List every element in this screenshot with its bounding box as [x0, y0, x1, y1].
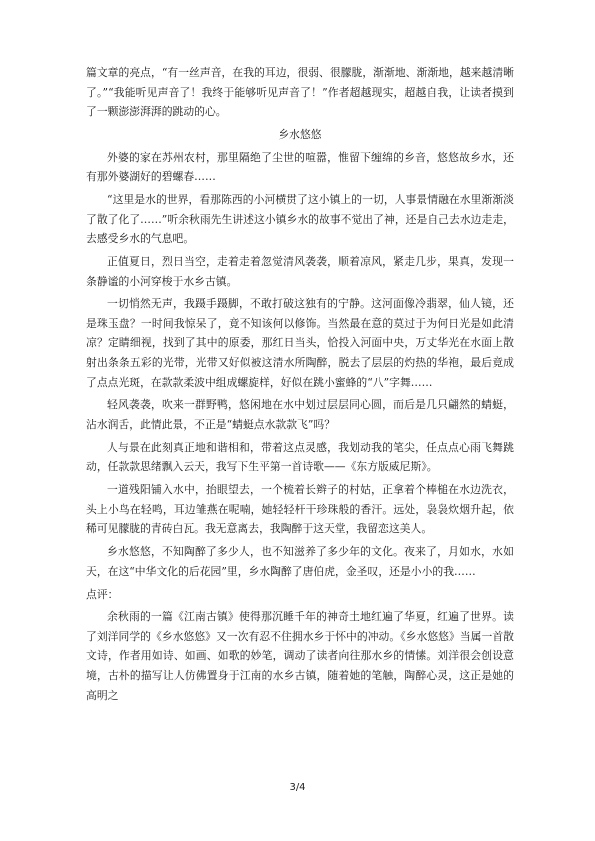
body-paragraph: 一道残阳铺入水中，抬眼望去，一个梳着长辫子的村姑，正拿着个棒槌在水边洗衣，头上小鸟在轻鸣，耳边雏燕在呢喃，她轻轻杆干珍珠般的香汗。远处，袅袅炊烟升起，依稀可见朦胧的青砖白瓦。我无意离去，我陶醉于这天堂，我留恋这美人。: [86, 483, 514, 536]
body-paragraph: 正值夏日，烈日当空，走着走着忽觉清风袭袭，顺着凉风，紧走几步，果真，发现一条静谧的小河穿梭于水乡古镇。: [86, 254, 514, 288]
body-paragraph: 一切悄然无声，我蹑手蹑脚，不敢打破这独有的宁静。这河面像冷翡翠，仙人镜，还是珠玉盘？一时间我惊呆了，竟不知该何以修饰。当然最在意的莫过于为何日光是如此清凉？定睛细视，找到了其中的原委，那红日当头，恰投入河面中央，万丈华光在水面上散射出条条五彩的光带，光带又好似被这清水所陶醉，脱去了层层的灼热的华袍，最后竟成了点点光斑，在款款柔波中组成螺旋样，好似在跳小蜜蜂的“八”字舞……: [86, 297, 514, 389]
body-paragraph: 轻风袭袭，吹来一群野鸭，悠闲地在水中划过层层同心圆，而后是几只翩然的蜻蜓，沾水润舌，此情此景，不正是“蜻蜓点水款款飞”吗？: [86, 398, 514, 432]
document-page: [86, 63, 514, 708]
body-paragraph: “这里是水的世界，看那陈西的小河横贯了这小镇上的一切，人事景情融在水里渐渐淡了散了化了……”听余秋雨先生讲述这小镇乡水的故事不觉出了神，还是自己去水边走走，去感受乡水的气息吧。: [86, 192, 514, 246]
essay-title: 乡水悠悠: [278, 127, 322, 141]
body-paragraph: 人与景在此刻真正地和谐相和，带着这点灵感，我划动我的笔尖，任点点心雨飞舞跳动，任款款思绪飘入云天，我写下生平第一首诗歌——《东方版威尼斯》。: [86, 440, 514, 474]
intro-paragraph: 篇文章的亮点，“有一丝声音，在我的耳边，很弱、很朦胧，渐渐地、渐渐地，越来越清晰了。”“我能听见声音了！我终于能够听见声音了！”作者超越现实，超越自我，让读者摸到了一颗澎澎湃湃的跳动的心。: [86, 66, 514, 119]
body-paragraph: 外婆的家在苏州农村，那里隔绝了尘世的喧嚣，惟留下缠绵的乡音，悠悠故乡水，还有那外婆湖好的碧螺春……: [86, 150, 514, 184]
comment-paragraph: 余秋雨的一篇《江南古镇》使得那沉睡千年的神奇土地红遍了华夏，红遍了世界。读了刘洋同学的《乡水悠悠》又一次有忍不住拥水乡于怀中的冲动。《乡水悠悠》当属一首散文诗，作者用如诗、如画、如歌的妙笔，调动了读者向往那水乡的情愫。刘洋很会创设意境，古朴的描写让人仿佛置身于江南的水乡古镇，随着她的笔触，陶醉心灵，这正是她的高明之: [86, 610, 514, 702]
page-number: 3/4: [289, 782, 306, 793]
body-paragraph: 乡水悠悠，不知陶醉了多少人，也不知滋养了多少年的文化。夜来了，月如水，水如天，在这“中华文化的后花园”里，乡水陶醉了唐伯虎，金圣叹，还是小小的我……: [86, 545, 514, 578]
comment-label: 点评：: [86, 587, 119, 601]
